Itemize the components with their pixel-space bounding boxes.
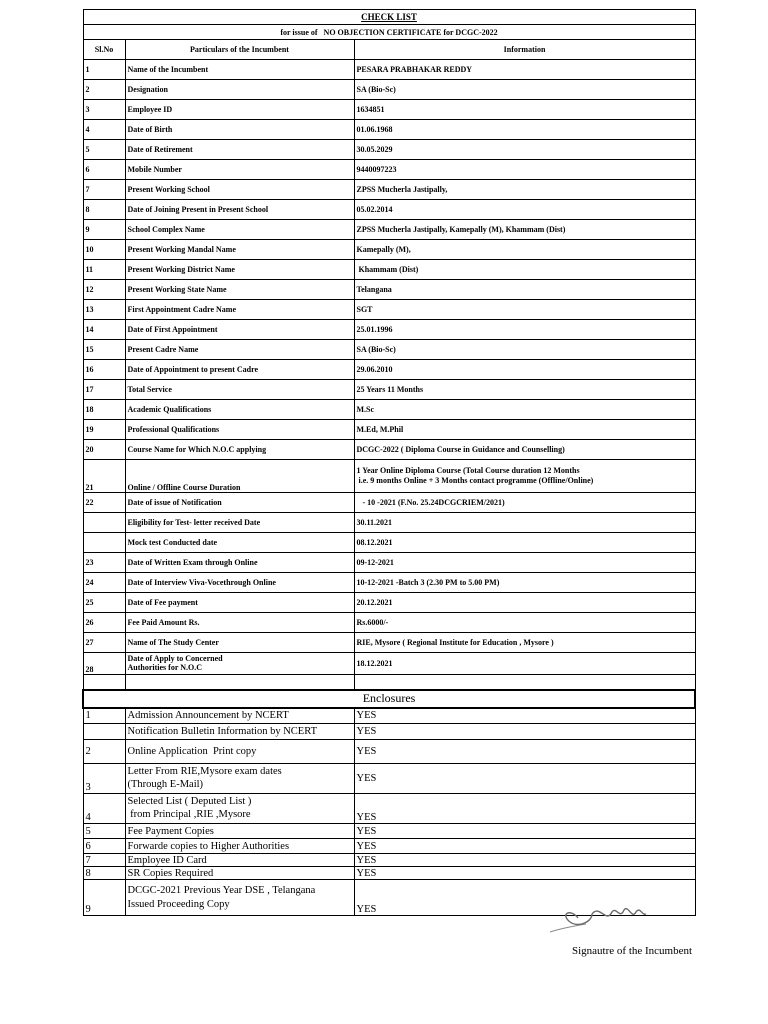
enclosure-number: 8 [83,867,125,880]
row-value: - 10 -2021 (F.No. 25.24DCGCRIEM/2021) [354,493,695,513]
row-value: ZPSS Mucherla Jastipally, Kamepally (M), Khammam (Dist) [354,220,695,240]
table-row [83,320,695,340]
column-header-particulars: Particulars of the Incumbent [125,40,354,60]
enclosure-value: YES [354,724,695,740]
enclosure-value: YES [354,824,695,839]
row-value-line: 1 Year Online Diploma Course (Total Course duration 12 Months [356,465,580,475]
row-number: 22 [83,493,125,513]
row-value: ZPSS Mucherla Jastipally, [354,180,695,200]
table-row [83,493,695,513]
row-label: Present Working District Name [125,260,354,280]
signature-label: Signautre of the Incumbent [572,945,693,957]
enclosure-number: 3 [83,764,125,794]
enclosures-header-row [83,690,695,708]
enclosure-label: Fee Payment Copies [125,824,354,839]
enclosure-label: Online Application Print copy [125,740,354,764]
row-value: SA (Bio-Sc) [354,80,695,100]
row-number: 17 [83,380,125,400]
empty-cell [83,675,125,690]
row-number: 18 [83,400,125,420]
enclosure-row [83,839,695,854]
enclosure-label [125,764,354,794]
row-value: 30.11.2021 [354,513,695,533]
enclosure-label-line: DCGC-2021 Previous Year DSE , Telangana [127,884,316,896]
row-number: 9 [83,220,125,240]
row-number: 19 [83,420,125,440]
row-label: Mock test Conducted date [125,533,354,553]
subtitle-row [83,25,695,40]
row-label: Present Cadre Name [125,340,354,360]
table-row [83,380,695,400]
empty-cell [354,675,695,690]
table-row [83,653,695,675]
row-value: 29.06.2010 [354,360,695,380]
enclosure-value: YES [354,880,695,916]
table-row [83,180,695,200]
enclosure-value: YES [354,794,695,824]
row-label: Date of First Appointment [125,320,354,340]
row-value-line: i.e. 9 months Online + 3 Months contact programme (Offline/Online) [356,476,594,485]
handwritten-signature [548,902,658,942]
enclosure-row [83,764,695,794]
row-label: Date of Joining Present in Present School [125,200,354,220]
enclosure-row [83,708,695,724]
row-label: Mobile Number [125,160,354,180]
row-number: 16 [83,360,125,380]
enclosure-number: 1 [83,708,125,724]
table-row [83,300,695,320]
enclosure-label-line: Selected List ( Deputed List ) [127,796,252,808]
row-value: 9440097223 [354,160,695,180]
row-label: Eligibility for Test- letter received Date [125,513,354,533]
row-number: 25 [83,593,125,613]
table-row [83,553,695,573]
enclosure-label: SR Copies Required [125,867,354,880]
row-label: School Complex Name [125,220,354,240]
enclosure-value: YES [354,740,695,764]
row-number: 7 [83,180,125,200]
row-number: 20 [83,440,125,460]
title-row [83,10,695,25]
enclosure-label: Admission Announcement by NCERT [125,708,354,724]
table-row [83,200,695,220]
table-row [83,100,695,120]
row-number: 4 [83,120,125,140]
row-number: 12 [83,280,125,300]
enclosure-number: 4 [83,794,125,824]
row-label: Present Working State Name [125,280,354,300]
row-number [83,533,125,553]
table-row [83,573,695,593]
table-row [83,420,695,440]
enclosures-title: Enclosures [83,690,695,708]
table-row [83,400,695,420]
enclosure-value: YES [354,764,695,794]
row-label: Name of The Study Center [125,633,354,653]
row-label: Date of issue of Notification [125,493,354,513]
enclosure-number: 6 [83,839,125,854]
row-number: 24 [83,573,125,593]
enclosure-label: Employee ID Card [125,854,354,867]
row-label-line: Date of Apply to Concerned [127,654,223,664]
row-value: PESARA PRABHAKAR REDDY [354,60,695,80]
row-value: Rs.6000/- [354,613,695,633]
row-label: Fee Paid Amount Rs. [125,613,354,633]
row-number: 2 [83,80,125,100]
row-label: Employee ID [125,100,354,120]
enclosure-row [83,724,695,740]
row-label: First Appointment Cadre Name [125,300,354,320]
enclosure-row [83,824,695,839]
row-label: Date of Appointment to present Cadre [125,360,354,380]
empty-row [83,675,695,690]
row-value: SGT [354,300,695,320]
row-label [125,653,354,675]
table-row [83,533,695,553]
row-number: 26 [83,613,125,633]
column-header-slno: Sl.No [83,40,125,60]
column-header-row [83,40,695,60]
row-number: 27 [83,633,125,653]
table-row [83,220,695,240]
row-value: 1634851 [354,100,695,120]
row-value: 05.02.2014 [354,200,695,220]
table-row [83,240,695,260]
row-label: Name of the Incumbent [125,60,354,80]
table-row [83,60,695,80]
table-row [83,613,695,633]
row-label: Date of Birth [125,120,354,140]
table-row [83,260,695,280]
table-row [83,593,695,613]
row-value: 09-12-2021 [354,553,695,573]
row-value: M.Sc [354,400,695,420]
row-number: 8 [83,200,125,220]
checklist-sheet [82,9,694,916]
enclosure-value: YES [354,839,695,854]
row-value: 25.01.1996 [354,320,695,340]
enclosure-number: 5 [83,824,125,839]
enclosure-label-line: from Principal ,RIE ,Mysore [127,808,251,820]
row-number: 10 [83,240,125,260]
row-value: SA (Bio-Sc) [354,340,695,360]
row-value [354,460,695,493]
table-row [83,340,695,360]
row-value: Telangana [354,280,695,300]
row-number: 13 [83,300,125,320]
table-row [83,513,695,533]
row-value: 10-12-2021 -Batch 3 (2.30 PM to 5.00 PM) [354,573,695,593]
enclosure-value: YES [354,708,695,724]
row-number: 11 [83,260,125,280]
row-label: Online / Offline Course Duration [125,460,354,493]
table-row [83,280,695,300]
empty-cell [125,675,354,690]
row-value: 25 Years 11 Months [354,380,695,400]
row-label: Date of Retirement [125,140,354,160]
row-label: Course Name for Which N.O.C applying [125,440,354,460]
row-number: 1 [83,60,125,80]
row-value: DCGC-2022 ( Diploma Course in Guidance and Counselling) [354,440,695,460]
enclosure-value: YES [354,867,695,880]
table-row [83,440,695,460]
enclosure-row [83,740,695,764]
table-row [83,120,695,140]
row-label: Professional Qualifications [125,420,354,440]
enclosure-label-line: Issued Proceeding Copy [127,898,230,910]
row-number: 28 [83,653,125,675]
row-number: 3 [83,100,125,120]
row-label: Present Working School [125,180,354,200]
checklist-title: CHECK LIST [83,10,695,25]
row-number: 15 [83,340,125,360]
table-row [83,360,695,380]
row-number [83,513,125,533]
enclosure-label: Notification Bulletin Information by NCERT [125,724,354,740]
row-value: Khammam (Dist) [354,260,695,280]
enclosure-label-line: Letter From RIE,Mysore exam dates [127,766,282,778]
row-label: Date of Written Exam through Online [125,553,354,573]
row-value: 01.06.1968 [354,120,695,140]
enclosure-number: 2 [83,740,125,764]
row-number: 5 [83,140,125,160]
row-label: Date of Fee payment [125,593,354,613]
row-label-line: Authorities for N.O.C [127,662,203,672]
enclosure-number: 7 [83,854,125,867]
enclosure-number: 9 [83,880,125,916]
row-value: Kamepally (M), [354,240,695,260]
row-number: 14 [83,320,125,340]
row-label: Academic Qualifications [125,400,354,420]
row-value: 18.12.2021 [354,653,695,675]
table-row [83,80,695,100]
table-row [83,140,695,160]
row-number: 23 [83,553,125,573]
row-label: Total Service [125,380,354,400]
checklist-subtitle: for issue of NO OBJECTION CERTIFICATE for DCGC-2022 [83,25,695,40]
enclosure-label-line: (Through E-Mail) [127,778,204,790]
enclosure-label [125,880,354,916]
enclosure-number [83,724,125,740]
enclosure-value: YES [354,854,695,867]
row-label: Present Working Mandal Name [125,240,354,260]
enclosure-label [125,794,354,824]
row-number: 21 [83,460,125,493]
enclosure-label: Forwarde copies to Higher Authorities [125,839,354,854]
column-header-information: Information [354,40,695,60]
row-label: Designation [125,80,354,100]
row-value: RIE, Mysore ( Regional Institute for Education , Mysore ) [354,633,695,653]
table-row [83,460,695,493]
checklist-table [82,9,696,916]
row-number: 6 [83,160,125,180]
row-value: 08.12.2021 [354,533,695,553]
row-value: 20.12.2021 [354,593,695,613]
enclosure-row [83,794,695,824]
table-row [83,160,695,180]
row-value: M.Ed, M.Phil [354,420,695,440]
enclosure-row [83,854,695,867]
enclosure-row [83,867,695,880]
row-label: Date of Interview Viva-Vocethrough Online [125,573,354,593]
row-value: 30.05.2029 [354,140,695,160]
table-row [83,633,695,653]
